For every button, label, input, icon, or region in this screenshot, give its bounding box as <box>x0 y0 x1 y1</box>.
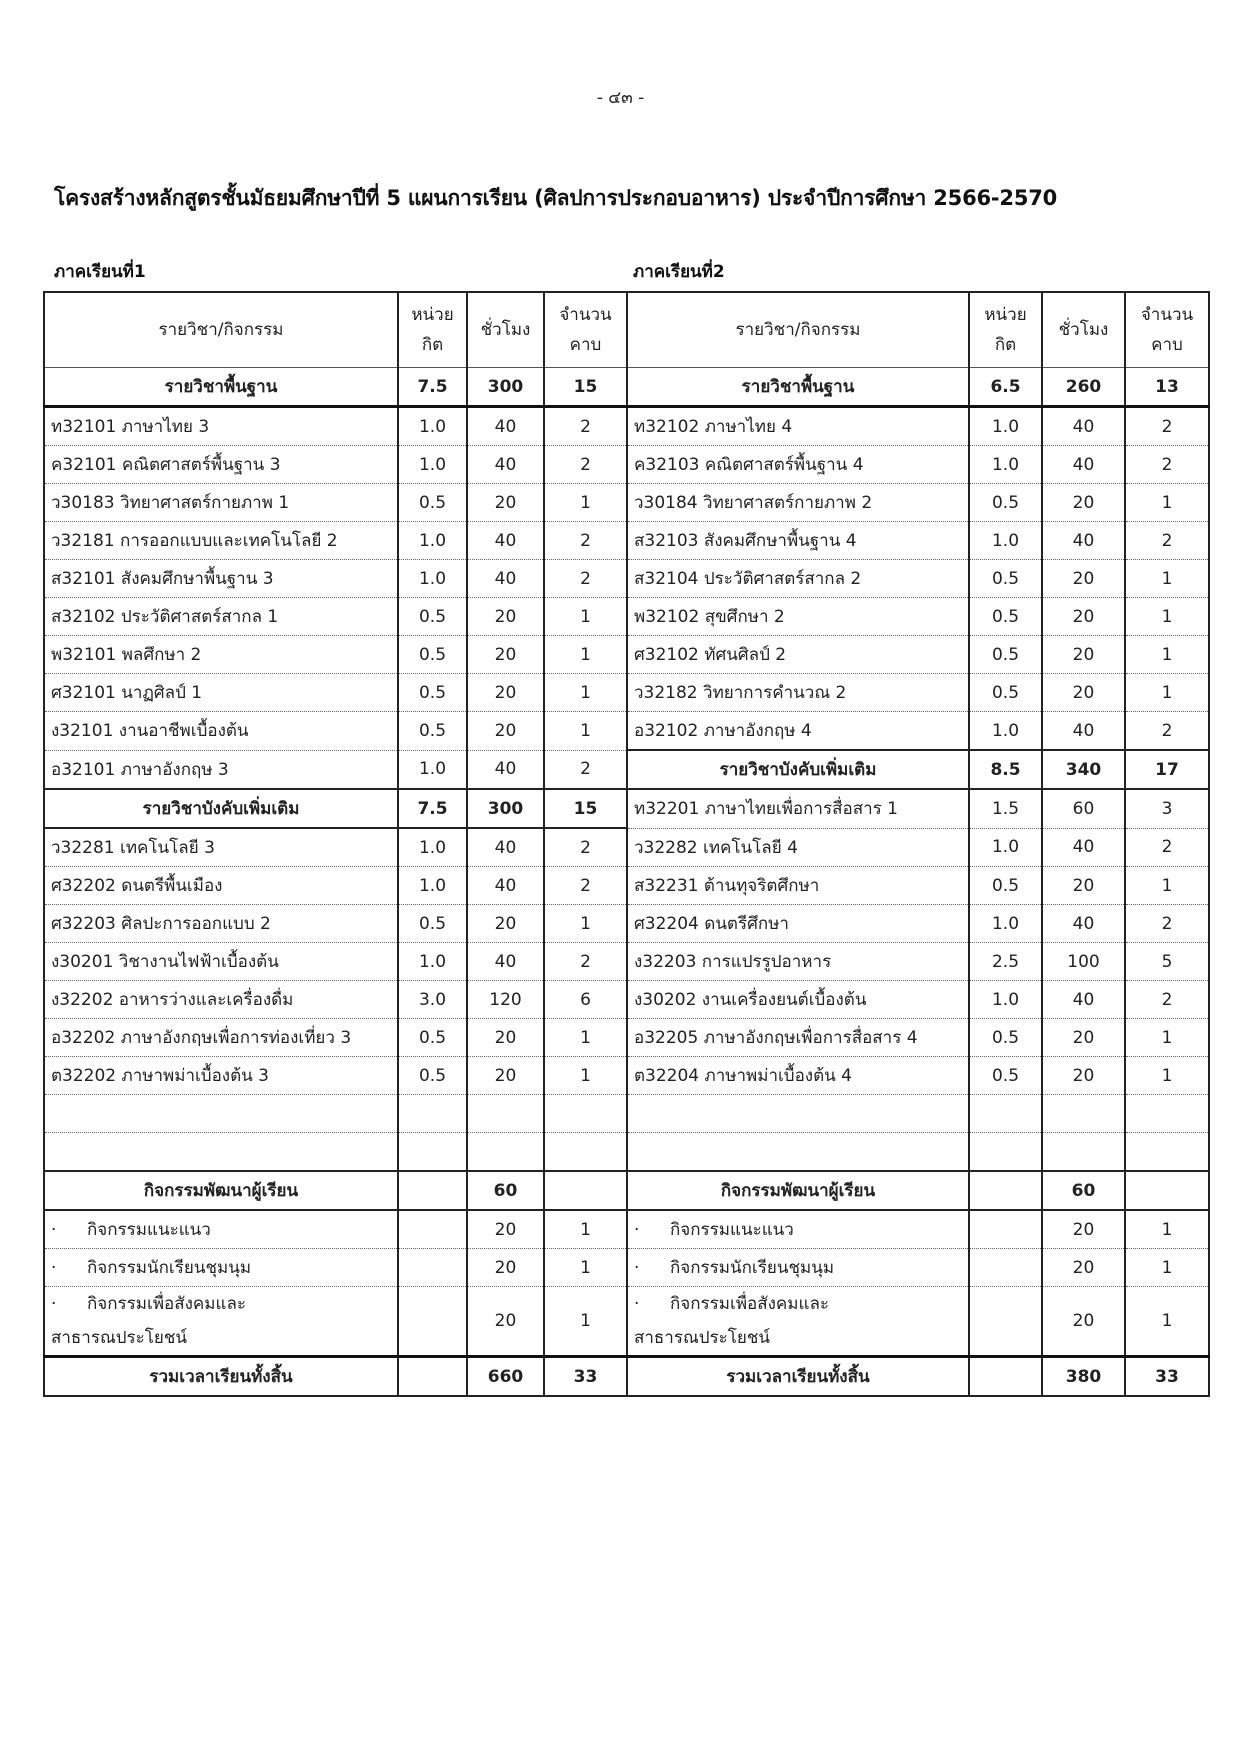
subject-name: ศ32202 ดนตรีพื้นเมือง <box>44 867 398 905</box>
blank-row <box>44 1133 1209 1172</box>
header-row <box>44 292 1209 368</box>
subject-hours: 40 <box>1042 905 1125 943</box>
table-row <box>44 636 1209 674</box>
periods-header <box>544 292 627 368</box>
activity-name-text: กิจกรรมเพื่อสังคมและ <box>670 1294 830 1314</box>
subject-hours: 20 <box>467 1057 544 1095</box>
section-credit <box>969 1171 1042 1210</box>
subject-credit: 1.0 <box>398 522 467 560</box>
subject-name: ส32102 ประวัติศาสตร์สากล 1 <box>44 598 398 636</box>
total-row <box>44 1357 1209 1397</box>
subject-periods: 1 <box>544 905 627 943</box>
empty-cell <box>1125 1095 1209 1133</box>
subject-periods: 2 <box>544 867 627 905</box>
subject-credit: 1.0 <box>398 560 467 598</box>
subject-hours: 20 <box>467 905 544 943</box>
subject-name: ศ32102 ทัศนศิลป์ 2 <box>627 636 969 674</box>
subject-credit: 1.0 <box>969 407 1042 446</box>
empty-cell <box>1042 1095 1125 1133</box>
subject-name: ว32181 การออกแบบและเทคโนโลยี 2 <box>44 522 398 560</box>
empty-cell <box>544 1133 627 1172</box>
credit-header-line1: หน่วย <box>411 305 454 325</box>
subject-hours: 20 <box>1042 484 1125 522</box>
table-row <box>44 522 1209 560</box>
section-credit: 8.5 <box>969 750 1042 789</box>
subject-credit: 1.0 <box>969 522 1042 560</box>
subject-hours: 40 <box>1042 828 1125 867</box>
total-credit <box>969 1357 1042 1397</box>
subject-credit: 1.0 <box>969 981 1042 1019</box>
subject-credit: 0.5 <box>398 674 467 712</box>
empty-cell <box>1042 1133 1125 1172</box>
subject-name: ว30184 วิทยาศาสตร์กายภาพ 2 <box>627 484 969 522</box>
section-hours: 300 <box>467 789 544 828</box>
subject-credit: 1.0 <box>398 867 467 905</box>
table-row <box>44 828 1209 867</box>
subject-name: ส32101 สังคมศึกษาพื้นฐาน 3 <box>44 560 398 598</box>
activity-periods: 1 <box>1125 1287 1209 1357</box>
section-hours: 60 <box>1042 1171 1125 1210</box>
credit-header <box>398 292 467 368</box>
document-title: โครงสร้างหลักสูตรชั้นมัธยมศึกษาปีที่ 5 แผนการเรียน (ศิลปการประกอบอาหาร) ประจำปีการศึกษา 2566-2570 <box>54 186 1058 210</box>
section-hours: 260 <box>1042 368 1125 407</box>
subject-hours: 20 <box>467 712 544 751</box>
subject-hours: 40 <box>1042 522 1125 560</box>
subject-hours: 20 <box>467 674 544 712</box>
subject-hours: 60 <box>1042 789 1125 828</box>
section-credit: 6.5 <box>969 368 1042 407</box>
table-row <box>44 1057 1209 1095</box>
subject-hours: 20 <box>467 636 544 674</box>
section-label: รายวิชาบังคับเพิ่มเติม <box>627 750 969 789</box>
section-periods: 15 <box>544 368 627 407</box>
total-credit <box>398 1357 467 1397</box>
subject-credit: 1.0 <box>969 905 1042 943</box>
subject-name: พ32102 สุขศึกษา 2 <box>627 598 969 636</box>
activity-hours: 20 <box>1042 1287 1125 1357</box>
credit-header-line2: กิต <box>421 335 444 355</box>
table-row <box>44 368 1209 407</box>
subject-periods: 1 <box>1125 1057 1209 1095</box>
subject-credit: 0.5 <box>969 1019 1042 1057</box>
subject-name: ง32203 การแปรรูปอาหาร <box>627 943 969 981</box>
activity-hours: 20 <box>1042 1249 1125 1287</box>
activity-periods: 1 <box>1125 1210 1209 1249</box>
subject-credit: 1.5 <box>969 789 1042 828</box>
subject-periods: 2 <box>1125 828 1209 867</box>
activity-hours: 20 <box>467 1210 544 1249</box>
subject-credit: 1.0 <box>969 446 1042 484</box>
subject-credit: 0.5 <box>398 598 467 636</box>
table-row <box>44 943 1209 981</box>
subject-hours: 40 <box>1042 446 1125 484</box>
activity-credit <box>398 1249 467 1287</box>
subject-periods: 2 <box>544 750 627 789</box>
activity-credit <box>398 1287 467 1357</box>
subject-credit: 1.0 <box>398 828 467 867</box>
subject-header: รายวิชา/กิจกรรม <box>627 292 969 368</box>
subject-name: พ32101 พลศึกษา 2 <box>44 636 398 674</box>
section-label: รายวิชาพื้นฐาน <box>44 368 398 407</box>
subject-credit: 0.5 <box>969 598 1042 636</box>
periods-header-line1: จำนวน <box>559 305 612 325</box>
table-row <box>44 560 1209 598</box>
subject-credit: 0.5 <box>398 905 467 943</box>
empty-cell <box>398 1133 467 1172</box>
total-periods: 33 <box>1125 1357 1209 1397</box>
subject-name: ท32201 ภาษาไทยเพื่อการสื่อสาร 1 <box>627 789 969 828</box>
activity-row <box>44 1287 1209 1357</box>
section-label: กิจกรรมพัฒนาผู้เรียน <box>44 1171 398 1210</box>
hours-header: ชั่วโมง <box>1042 292 1125 368</box>
table-row <box>44 446 1209 484</box>
subject-credit: 0.5 <box>398 484 467 522</box>
table-row <box>44 789 1209 828</box>
hours-header: ชั่วโมง <box>467 292 544 368</box>
activity-hours: 20 <box>467 1287 544 1357</box>
subject-hours: 20 <box>1042 1057 1125 1095</box>
subject-name: ต32204 ภาษาพม่าเบื้องต้น 4 <box>627 1057 969 1095</box>
subject-hours: 20 <box>467 598 544 636</box>
table-row <box>44 867 1209 905</box>
subject-periods: 2 <box>1125 522 1209 560</box>
empty-cell <box>467 1133 544 1172</box>
subject-name: ศ32203 ศิลปะการออกแบบ 2 <box>44 905 398 943</box>
subject-hours: 40 <box>467 560 544 598</box>
subject-periods: 1 <box>1125 560 1209 598</box>
subject-hours: 20 <box>1042 636 1125 674</box>
subject-periods: 2 <box>1125 905 1209 943</box>
subject-periods: 2 <box>1125 981 1209 1019</box>
section-credit: 7.5 <box>398 368 467 407</box>
term-2-label: ภาคเรียนที่2 <box>633 262 725 282</box>
subject-credit: 1.0 <box>969 828 1042 867</box>
subject-name: ส32231 ต้านทุจริตศึกษา <box>627 867 969 905</box>
page-number: - ๔๓ - <box>596 88 645 108</box>
total-periods: 33 <box>544 1357 627 1397</box>
activity-credit <box>969 1210 1042 1249</box>
subject-name: ง32202 อาหารว่างและเครื่องดื่ม <box>44 981 398 1019</box>
subject-name: ค32101 คณิตศาสตร์พื้นฐาน 3 <box>44 446 398 484</box>
table-row <box>44 598 1209 636</box>
activity-name <box>627 1287 969 1357</box>
subject-periods: 2 <box>1125 446 1209 484</box>
subject-periods: 1 <box>544 1057 627 1095</box>
subject-periods: 1 <box>544 712 627 751</box>
subject-credit: 3.0 <box>398 981 467 1019</box>
subject-name: ว32281 เทคโนโลยี 3 <box>44 828 398 867</box>
blank-row <box>44 1095 1209 1133</box>
subject-hours: 40 <box>467 407 544 446</box>
activity-periods: 1 <box>544 1287 627 1357</box>
section-label: กิจกรรมพัฒนาผู้เรียน <box>627 1171 969 1210</box>
total-label: รวมเวลาเรียนทั้งสิ้น <box>44 1357 398 1397</box>
section-periods <box>544 1171 627 1210</box>
subject-hours: 120 <box>467 981 544 1019</box>
bullet-icon: · <box>51 1294 57 1314</box>
activity-name-text: กิจกรรมเพื่อสังคมและ <box>87 1294 247 1314</box>
subject-credit: 0.5 <box>398 636 467 674</box>
empty-cell <box>969 1133 1042 1172</box>
empty-cell <box>44 1095 398 1133</box>
table-row <box>44 981 1209 1019</box>
subject-name: อ32202 ภาษาอังกฤษเพื่อการท่องเที่ยว 3 <box>44 1019 398 1057</box>
subject-periods: 1 <box>1125 598 1209 636</box>
activity-row <box>44 1249 1209 1287</box>
empty-cell <box>627 1095 969 1133</box>
empty-cell <box>544 1095 627 1133</box>
empty-cell <box>398 1095 467 1133</box>
section-hours: 60 <box>467 1171 544 1210</box>
activity-name-text: กิจกรรมนักเรียนชุมนุม <box>670 1258 835 1278</box>
subject-periods: 1 <box>544 674 627 712</box>
subject-credit: 0.5 <box>398 1019 467 1057</box>
subject-name: อ32101 ภาษาอังกฤษ 3 <box>44 750 398 789</box>
subject-periods: 2 <box>544 560 627 598</box>
subject-periods: 1 <box>1125 636 1209 674</box>
subject-hours: 40 <box>1042 407 1125 446</box>
subject-hours: 20 <box>467 1019 544 1057</box>
empty-cell <box>1125 1133 1209 1172</box>
subject-credit: 1.0 <box>969 712 1042 751</box>
table-row <box>44 484 1209 522</box>
subject-name: ท32101 ภาษาไทย 3 <box>44 407 398 446</box>
empty-cell <box>44 1133 398 1172</box>
subject-name: ค32103 คณิตศาสตร์พื้นฐาน 4 <box>627 446 969 484</box>
activity-periods: 1 <box>544 1249 627 1287</box>
subject-periods: 2 <box>1125 407 1209 446</box>
subject-name: อ32102 ภาษาอังกฤษ 4 <box>627 712 969 751</box>
activity-hours: 20 <box>1042 1210 1125 1249</box>
empty-cell <box>467 1095 544 1133</box>
subject-hours: 40 <box>467 522 544 560</box>
subject-periods: 2 <box>1125 712 1209 751</box>
table-row <box>44 750 1209 789</box>
subject-periods: 1 <box>544 636 627 674</box>
activity-row <box>44 1210 1209 1249</box>
periods-header <box>1125 292 1209 368</box>
subject-credit: 0.5 <box>969 1057 1042 1095</box>
subject-hours: 40 <box>467 943 544 981</box>
subject-periods: 2 <box>544 828 627 867</box>
subject-periods: 1 <box>1125 484 1209 522</box>
subject-hours: 40 <box>467 867 544 905</box>
table-row <box>44 1019 1209 1057</box>
subject-name: ส32104 ประวัติศาสตร์สากล 2 <box>627 560 969 598</box>
activity-name-text: กิจกรรมแนะแนว <box>87 1220 211 1240</box>
subject-hours: 40 <box>467 828 544 867</box>
subject-periods: 2 <box>544 407 627 446</box>
activity-name <box>627 1210 969 1249</box>
activity-credit <box>969 1287 1042 1357</box>
subject-hours: 40 <box>1042 981 1125 1019</box>
activity-name <box>44 1210 398 1249</box>
subject-name: ศ32101 นาฏศิลป์ 1 <box>44 674 398 712</box>
activity-name-text: กิจกรรมแนะแนว <box>670 1220 794 1240</box>
subject-name: ว32182 วิทยาการคำนวณ 2 <box>627 674 969 712</box>
section-periods: 17 <box>1125 750 1209 789</box>
subject-credit: 0.5 <box>969 867 1042 905</box>
subject-periods: 1 <box>1125 867 1209 905</box>
subject-periods: 1 <box>544 598 627 636</box>
table-row <box>44 407 1209 446</box>
bullet-icon: · <box>634 1294 640 1314</box>
activity-periods: 1 <box>544 1210 627 1249</box>
subject-name: ศ32204 ดนตรีศึกษา <box>627 905 969 943</box>
subject-credit: 1.0 <box>398 446 467 484</box>
subject-name: ง30201 วิชางานไฟฟ้าเบื้องต้น <box>44 943 398 981</box>
subject-periods: 1 <box>1125 674 1209 712</box>
subject-name: ว32282 เทคโนโลยี 4 <box>627 828 969 867</box>
subject-credit: 0.5 <box>969 484 1042 522</box>
total-hours: 380 <box>1042 1357 1125 1397</box>
bullet-icon: · <box>51 1258 57 1278</box>
empty-cell <box>969 1095 1042 1133</box>
section-credit <box>398 1171 467 1210</box>
subject-hours: 20 <box>1042 674 1125 712</box>
subject-credit: 0.5 <box>969 674 1042 712</box>
subject-credit: 2.5 <box>969 943 1042 981</box>
activity-name-line2: สาธารณประโยชน์ <box>634 1328 771 1348</box>
table-row <box>44 674 1209 712</box>
subject-header: รายวิชา/กิจกรรม <box>44 292 398 368</box>
subject-name: ท32102 ภาษาไทย 4 <box>627 407 969 446</box>
curriculum-table <box>43 291 1210 1397</box>
subject-name: ส32103 สังคมศึกษาพื้นฐาน 4 <box>627 522 969 560</box>
subject-hours: 40 <box>467 750 544 789</box>
periods-header-line1: จำนวน <box>1140 305 1194 325</box>
activity-hours: 20 <box>467 1249 544 1287</box>
activity-name <box>627 1249 969 1287</box>
bullet-icon: · <box>634 1220 640 1240</box>
subject-credit: 0.5 <box>969 636 1042 674</box>
subject-credit: 1.0 <box>398 750 467 789</box>
subject-name: ง32101 งานอาชีพเบื้องต้น <box>44 712 398 751</box>
subject-hours: 20 <box>467 484 544 522</box>
subject-periods: 1 <box>544 484 627 522</box>
total-hours: 660 <box>467 1357 544 1397</box>
section-hours: 300 <box>467 368 544 407</box>
subject-name: อ32205 ภาษาอังกฤษเพื่อการสื่อสาร 4 <box>627 1019 969 1057</box>
subject-name: ต32202 ภาษาพม่าเบื้องต้น 3 <box>44 1057 398 1095</box>
subject-hours: 20 <box>1042 867 1125 905</box>
activity-credit <box>969 1249 1042 1287</box>
subject-hours: 40 <box>467 446 544 484</box>
periods-header-line2: คาบ <box>569 335 602 355</box>
subject-credit: 0.5 <box>398 712 467 751</box>
subject-periods: 2 <box>544 522 627 560</box>
subject-periods: 2 <box>544 446 627 484</box>
subject-periods: 2 <box>544 943 627 981</box>
subject-periods: 1 <box>1125 1019 1209 1057</box>
section-periods <box>1125 1171 1209 1210</box>
subject-hours: 20 <box>1042 560 1125 598</box>
total-label: รวมเวลาเรียนทั้งสิ้น <box>627 1357 969 1397</box>
activity-name <box>44 1287 398 1357</box>
credit-header <box>969 292 1042 368</box>
bullet-icon: · <box>634 1258 640 1278</box>
table-row <box>44 712 1209 751</box>
credit-header-line1: หน่วย <box>984 305 1027 325</box>
periods-header-line2: คาบ <box>1151 335 1183 355</box>
credit-header-line2: กิต <box>994 335 1017 355</box>
section-hours: 340 <box>1042 750 1125 789</box>
subject-periods: 5 <box>1125 943 1209 981</box>
section-label: รายวิชาพื้นฐาน <box>627 368 969 407</box>
term-1-label: ภาคเรียนที่1 <box>54 262 146 282</box>
subject-hours: 20 <box>1042 1019 1125 1057</box>
empty-cell <box>627 1133 969 1172</box>
section-label: รายวิชาบังคับเพิ่มเติม <box>44 789 398 828</box>
subject-credit: 1.0 <box>398 407 467 446</box>
subject-name: ง30202 งานเครื่องยนต์เบื้องต้น <box>627 981 969 1019</box>
activity-name-line2: สาธารณประโยชน์ <box>51 1328 188 1348</box>
subject-hours: 40 <box>1042 712 1125 751</box>
subject-hours: 100 <box>1042 943 1125 981</box>
section-periods: 13 <box>1125 368 1209 407</box>
subject-credit: 0.5 <box>969 560 1042 598</box>
table-row <box>44 905 1209 943</box>
section-credit: 7.5 <box>398 789 467 828</box>
activities-section-row <box>44 1171 1209 1210</box>
subject-periods: 1 <box>544 1019 627 1057</box>
activity-name <box>44 1249 398 1287</box>
subject-periods: 3 <box>1125 789 1209 828</box>
subject-name: ว30183 วิทยาศาสตร์กายภาพ 1 <box>44 484 398 522</box>
subject-credit: 0.5 <box>398 1057 467 1095</box>
activity-name-text: กิจกรรมนักเรียนชุมนุม <box>87 1258 252 1278</box>
activity-periods: 1 <box>1125 1249 1209 1287</box>
activity-credit <box>398 1210 467 1249</box>
section-periods: 15 <box>544 789 627 828</box>
subject-credit: 1.0 <box>398 943 467 981</box>
subject-periods: 6 <box>544 981 627 1019</box>
bullet-icon: · <box>51 1220 57 1240</box>
subject-hours: 20 <box>1042 598 1125 636</box>
